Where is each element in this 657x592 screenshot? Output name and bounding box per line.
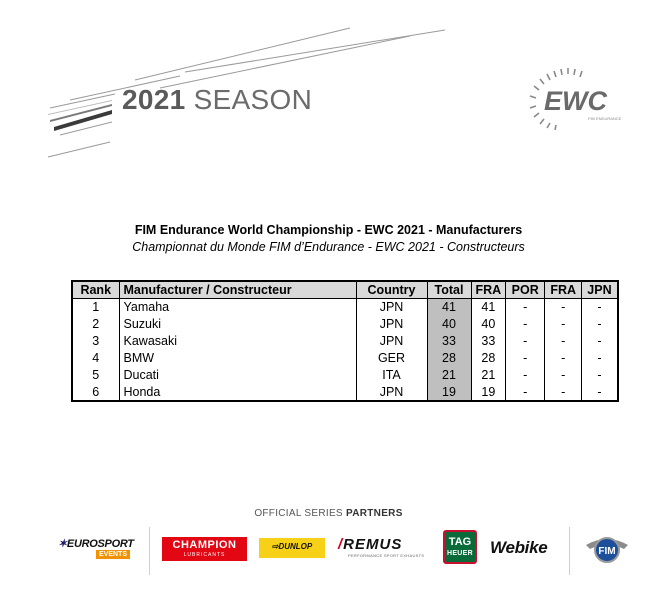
cell-jpn: - xyxy=(582,367,618,384)
cell-por: - xyxy=(506,367,545,384)
cell-por: - xyxy=(506,333,545,350)
header-manufacturer: Manufacturer / Constructeur xyxy=(119,281,356,299)
cell-country: JPN xyxy=(356,333,427,350)
cell-fra-2: - xyxy=(545,333,582,350)
webike-logo xyxy=(490,538,560,560)
table-row xyxy=(72,350,618,367)
header-jpn: JPN xyxy=(582,281,618,299)
cell-manufacturer: BMW xyxy=(119,350,356,367)
table-row xyxy=(72,367,618,384)
cell-fra-1: 21 xyxy=(471,367,506,384)
standings-table xyxy=(71,280,619,402)
eurosport-star-icon: ✶ xyxy=(58,538,67,550)
header-fra-1: FRA xyxy=(471,281,506,299)
cell-fra-1: 19 xyxy=(471,384,506,401)
cell-manufacturer: Ducati xyxy=(119,367,356,384)
header-rank: Rank xyxy=(72,281,119,299)
cell-total: 41 xyxy=(427,299,471,316)
cell-manufacturer: Suzuki xyxy=(119,316,356,333)
title-english: FIM Endurance World Championship - EWC 2021 - Manufacturers xyxy=(134,223,523,237)
cell-manufacturer: Kawasaki xyxy=(119,333,356,350)
cell-fra-1: 28 xyxy=(471,350,506,367)
champion-text: CHAMPION xyxy=(172,539,237,551)
cell-total: 21 xyxy=(427,367,471,384)
ewc-logo-text: EWC xyxy=(544,86,607,116)
heuer-text: HEUER xyxy=(446,550,473,557)
eurosport-logo xyxy=(58,537,138,563)
header-total: Total xyxy=(427,281,471,299)
cell-manufacturer: Yamaha xyxy=(119,299,356,316)
partners-title xyxy=(0,508,657,519)
ewc-logo-subtext: FIM ENDURANCE xyxy=(588,116,622,121)
cell-fra-2: - xyxy=(545,384,582,401)
cell-fra-1: 33 xyxy=(471,333,506,350)
eurosport-text: EUROSPORT xyxy=(66,538,134,550)
cell-por: - xyxy=(506,350,545,367)
cell-jpn: - xyxy=(582,384,618,401)
remus-slash-icon: / xyxy=(338,536,344,553)
season-year: 2021 xyxy=(122,84,186,115)
dunlop-text: DUNLOP xyxy=(278,542,313,551)
cell-manufacturer: Honda xyxy=(119,384,356,401)
table-row xyxy=(72,299,618,316)
cell-fra-2: - xyxy=(545,299,582,316)
champion-logo xyxy=(162,537,247,561)
cell-rank: 2 xyxy=(72,316,119,333)
cell-rank: 3 xyxy=(72,333,119,350)
partners-title-bold: PARTNERS xyxy=(346,508,403,519)
partners-title-prefix: OFFICIAL SERIES xyxy=(254,508,343,519)
season-word: SEASON xyxy=(193,84,313,115)
header-country: Country xyxy=(356,281,427,299)
dunlop-logo xyxy=(259,538,325,558)
cell-total: 40 xyxy=(427,316,471,333)
table-row xyxy=(72,333,618,350)
header-por: POR xyxy=(506,281,545,299)
cell-fra-2: - xyxy=(545,367,582,384)
cell-fra-2: - xyxy=(545,316,582,333)
fim-text: FIM xyxy=(598,546,616,557)
cell-jpn: - xyxy=(582,333,618,350)
table-row xyxy=(72,384,618,401)
cell-total: 33 xyxy=(427,333,471,350)
partners-divider xyxy=(569,527,570,575)
eurosport-events-text: EVENTS xyxy=(96,550,130,559)
cell-fra-1: 40 xyxy=(471,316,506,333)
dunlop-arrow-icon: ⇨ xyxy=(271,542,279,551)
fim-logo xyxy=(584,531,630,565)
remus-text: REMUS xyxy=(343,536,403,553)
cell-rank: 5 xyxy=(72,367,119,384)
cell-rank: 6 xyxy=(72,384,119,401)
cell-country: JPN xyxy=(356,316,427,333)
webike-text: Webike xyxy=(490,538,548,557)
tag-heuer-logo xyxy=(443,530,477,564)
cell-fra-2: - xyxy=(545,350,582,367)
cell-jpn: - xyxy=(582,316,618,333)
title-french: Championnat du Monde FIM d’Endurance - EWC 2021 - Constructeurs xyxy=(132,240,525,254)
tag-text: TAG xyxy=(448,536,472,548)
cell-country: JPN xyxy=(356,384,427,401)
cell-fra-1: 41 xyxy=(471,299,506,316)
table-row xyxy=(72,316,618,333)
cell-rank: 4 xyxy=(72,350,119,367)
remus-sub-text: PERFORMANCE SPORT EXHAUSTS xyxy=(348,553,425,558)
cell-por: - xyxy=(506,316,545,333)
header-fra-2: FRA xyxy=(545,281,582,299)
cell-por: - xyxy=(506,299,545,316)
cell-country: ITA xyxy=(356,367,427,384)
remus-logo xyxy=(338,537,432,561)
cell-country: JPN xyxy=(356,299,427,316)
table-header-row xyxy=(72,281,618,299)
cell-total: 19 xyxy=(427,384,471,401)
season-heading xyxy=(122,84,312,116)
champion-sub-text: LUBRICANTS xyxy=(183,552,226,558)
ewc-logo xyxy=(522,68,626,130)
cell-country: GER xyxy=(356,350,427,367)
cell-total: 28 xyxy=(427,350,471,367)
cell-por: - xyxy=(506,384,545,401)
partners-divider xyxy=(149,527,150,575)
cell-rank: 1 xyxy=(72,299,119,316)
cell-jpn: - xyxy=(582,299,618,316)
cell-jpn: - xyxy=(582,350,618,367)
